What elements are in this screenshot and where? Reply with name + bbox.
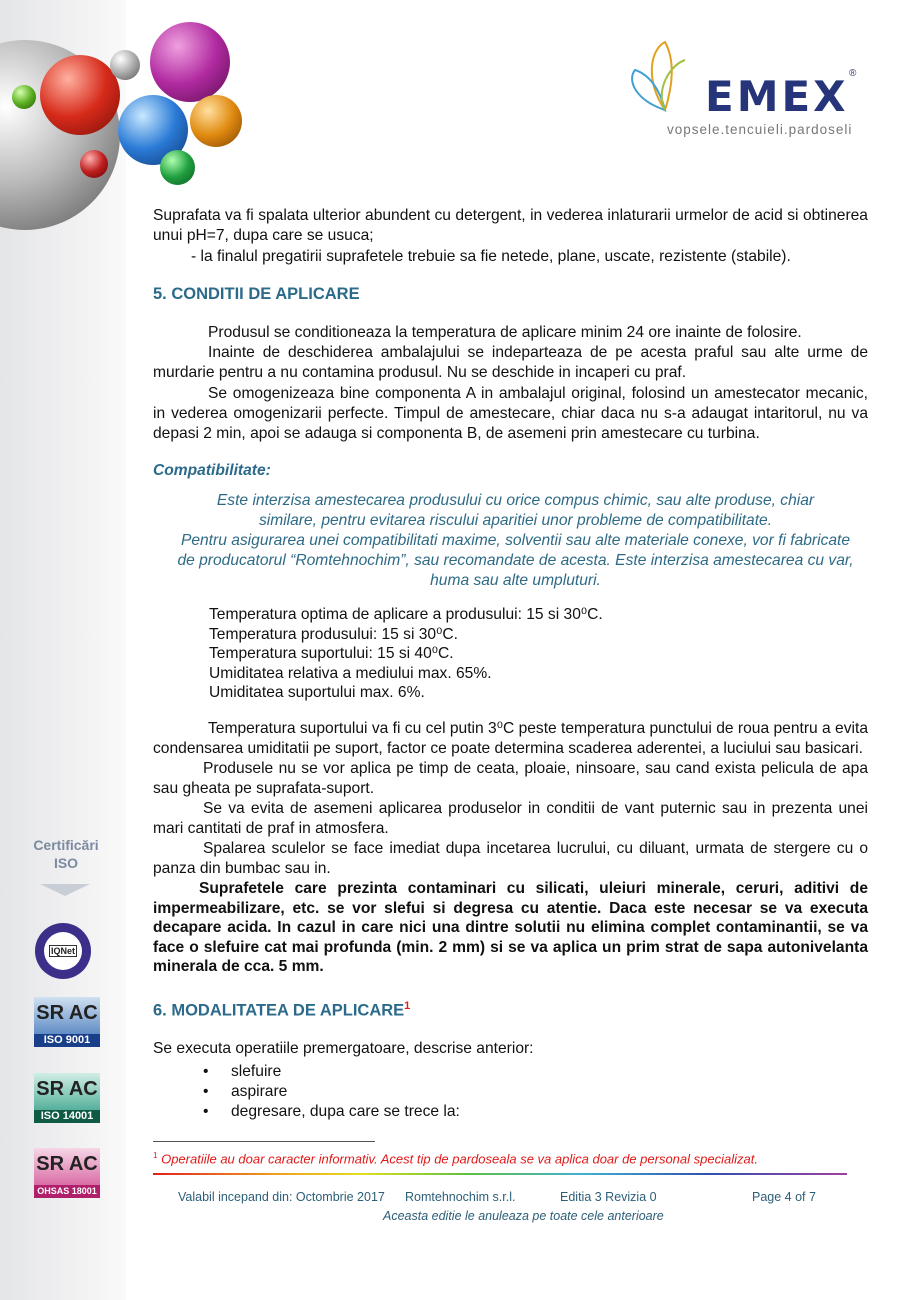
footer-company: Romtehnochim s.r.l. (405, 1189, 516, 1204)
footer-page-number: Page 4 of 7 (752, 1189, 816, 1204)
list-item: • slefuire (203, 1062, 282, 1080)
iso-14001-badge (34, 1073, 100, 1123)
cert-title-line: ISO (53, 855, 79, 871)
condition-item: Umiditatea suportului max. 6%. (209, 684, 425, 702)
application-notes (153, 719, 868, 977)
footer-row-2 (153, 1206, 868, 1223)
section-5-body (153, 323, 868, 445)
section-5-heading: 5. CONDITII DE APLICARE (153, 284, 360, 303)
paragraph: Produsele nu se vor aplica pe timp de ceata, ploaie, ninsoare, sau cand exista pelicula de apa sau gheata pe suprafata-suport. (153, 759, 868, 797)
footnote-number: 1 (153, 1150, 158, 1160)
cert-label: ISO 14001 (34, 1110, 100, 1123)
section-6-heading (153, 995, 868, 1022)
intro-paragraph (153, 206, 868, 267)
compat-text: Este interzisa amestecarea produsului cu orice compus chimic, sau alte produse, chiar similare, pentru evitarea riscului aparitiei unor probleme de compatibilitate. (216, 491, 815, 529)
list-item-text: aspirare (231, 1083, 288, 1100)
cert-title (26, 836, 106, 872)
bold-warning-paragraph: Suprafetele care prezinta contaminari cu silicati, uleiuri minerale, ceruri, aditivi de impermeabilizare, etc. se vor slefui si degresa cu atentie. Daca este necesar se va executa decapare acida. In cazul in care nici una dintre solutii nu elimina complet contaminantii, se va face o slefuire cat mai profunda (min. 2 mm) si se va aplica un prim strat de sapa autonivelanta minerala de cca. 5 mm. (153, 879, 868, 976)
arrow-down-icon (40, 884, 90, 896)
bullet-list (153, 1062, 868, 1123)
heading-text: 6. MODALITATEA DE APLICARE (153, 1001, 405, 1020)
compat-text-2: Pentru asigurarea unei compatibilitati maxime, solventii sau alte materiale conexe, vor fi fabricate de producatorul “Romtehnochim”, sau recomandate de acesta. Este interzisa amestecarea cu var, huma sau alte umpluturi. (177, 531, 854, 589)
footnote (153, 1148, 868, 1167)
ohsas-18001-badge (34, 1148, 100, 1198)
iqnet-label: IQNet (50, 946, 75, 956)
paragraph: Se va evita de asemeni aplicarea produselor in conditii de vant puternic sau in prezenta unei mari cantitati de praf in atmosfera. (153, 799, 868, 837)
rainbow-divider (153, 1173, 847, 1175)
list-item: • degresare, dupa care se trece la: (203, 1103, 460, 1121)
paragraph: Se omogenizeaza bine componenta A in ambalajul original, folosind un amestecator mecanic, in vederea omogenizarii perfecte. Timpul de amestecare, chiar daca nu s-a adaugat intaritorul, nu va depasi 2 min, apoi se adauga si componenta B, de asemeni prin amestecare cu turbina. (153, 384, 868, 443)
footnote-ref[interactable]: 1 (404, 999, 411, 1012)
compatibility-note (175, 491, 856, 591)
intro-text-2: - la finalul pregatirii suprafetele trebuie sa fie netede, plane, uscate, rezistente (stabile). (191, 247, 791, 265)
iso-9001-badge (34, 997, 100, 1047)
conditions-list (153, 605, 868, 703)
content-column (153, 0, 868, 1243)
cert-label: ISO 9001 (34, 1034, 100, 1047)
footer-row (153, 1187, 868, 1204)
footer-valid-date: Valabil incepand din: Octombrie 2017 (178, 1189, 385, 1204)
compatibility-heading: Compatibilitate: (153, 461, 271, 479)
logo-tagline: vopsele.tencuieli.pardoseli (667, 122, 853, 137)
condition-item: Temperatura suportului: 15 si 40⁰C. (209, 645, 454, 663)
iqnet-badge (35, 923, 91, 979)
cert-title-line: Certificări (33, 837, 99, 853)
paragraph: Temperatura suportului va fi cu cel putin 3⁰C peste temperatura punctului de roua pentru a evita condensarea umiditatii pe suport, factor ce poate determina scaderea aderentei, a luciului sau basicari. (153, 719, 868, 757)
footnote-text: Operatiile au doar caracter informativ. Acest tip de pardoseala se va aplica doar de personal specializat. (161, 1150, 758, 1166)
paragraph: Produsul se conditioneaza la temperatura de aplicare minim 24 ore inainte de folosire. (208, 323, 802, 341)
condition-item: Umiditatea relativa a mediului max. 65%. (209, 664, 492, 682)
list-item-text: degresare, dupa care se trece la: (231, 1103, 460, 1121)
footer-note: Aceasta editie le anuleaza pe toate cele anterioare (383, 1208, 664, 1223)
srac-logo: SR AC (36, 1078, 98, 1100)
cert-label: OHSAS 18001 (34, 1185, 100, 1198)
paragraph: Spalarea sculelor se face imediat dupa incetarea lucrului, cu diluant, urmata de stergere cu o panza din bumbac sau in. (153, 839, 868, 877)
srac-logo: SR AC (36, 1002, 98, 1024)
condition-item: Temperatura optima de aplicare a produsului: 15 si 30⁰C. (209, 605, 603, 623)
srac-logo: SR AC (36, 1153, 98, 1175)
paragraph: Inainte de deschiderea ambalajului se indeparteaza de pe acesta praful sau alte urme de murdarie pentru a nu contamina produsul. Nu se deschide in incaperi cu praf. (153, 344, 868, 382)
list-item-text: slefuire (231, 1062, 282, 1080)
registered-mark: ® (849, 68, 857, 79)
footer-edition: Editia 3 Revizia 0 (560, 1189, 657, 1204)
list-item: • aspirare (203, 1083, 288, 1100)
condition-item: Temperatura produsului: 15 si 30⁰C. (209, 625, 458, 643)
footnote-separator (153, 1141, 375, 1142)
section-6-intro: Se executa operatiile premergatoare, descrise anterior: (153, 1040, 534, 1058)
logo-text: EMEX (705, 72, 849, 121)
intro-text: Suprafata va fi spalata ulterior abundent cu detergent, in vederea inlaturarii urmelor de acid si obtinerea unui pH=7, dupa care se usuca; (153, 207, 868, 245)
